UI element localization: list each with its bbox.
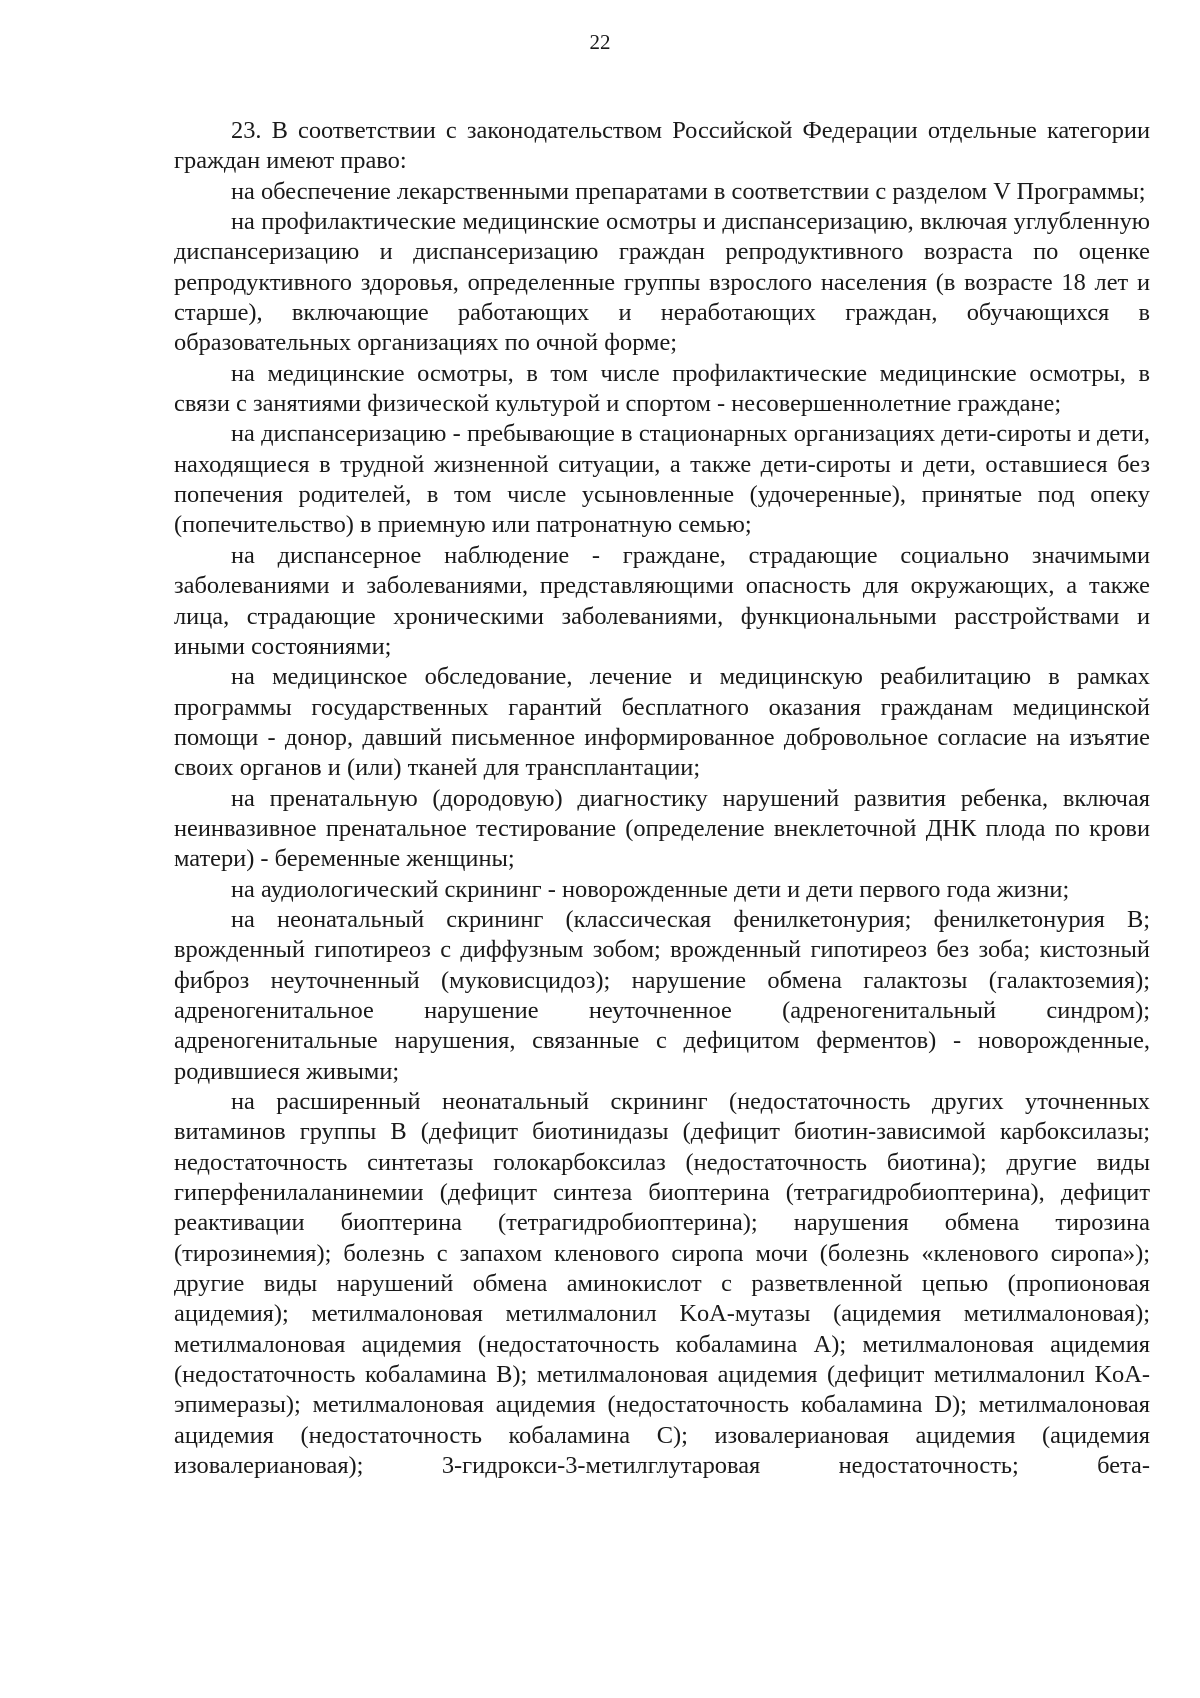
paragraph-dispensary-observation: на диспансерное наблюдение - граждане, страдающие социально значимыми заболеваниями и заболеваниями, представляющими опасность для окружающих, а также лица, страдающие хроническими заболеваниями, функциональными расстройствами и иными состояниями; bbox=[174, 541, 1150, 660]
document-body bbox=[174, 116, 1150, 1481]
paragraph-neonatal-screening: на неонатальный скрининг (классическая фенилкетонурия; фенилкетонурия B; врожденный гипотиреоз с диффузным зобом; врожденный гипотиреоз без зоба; кистозный фиброз неуточненный (муковисцидоз); нарушение обмена галактозы (галактоземия); адреногенитальное нарушение неуточненное (адреногенитальный синдром); адреногенитальные нарушения, связанные с дефицитом ферментов) - новорожденные, родившиеся живыми; bbox=[174, 905, 1150, 1085]
paragraph-sports-exams: на медицинские осмотры, в том числе профилактические медицинские осмотры, в связи с занятиями физической культурой и спортом - несовершеннолетние граждане; bbox=[174, 359, 1150, 418]
paragraph-prenatal-diagnostics: на пренатальную (дородовую) диагностику нарушений развития ребенка, включая неинвазивное пренатальное тестирование (определение внеклеточной ДНК плода по крови матери) - беременные женщины; bbox=[174, 784, 1150, 873]
paragraph-medications: на обеспечение лекарственными препаратами в соответствии с разделом V Программы; bbox=[231, 177, 1146, 205]
paragraph-orphans-screening: на диспансеризацию - пребывающие в стационарных организациях дети-сироты и дети, находящиеся в трудной жизненной ситуации, а также дети-сироты и дети, оставшиеся без попечения родителей, в том числе усыновленные (удочеренные), принятые под опеку (попечительство) в приемную или патронатную семью; bbox=[174, 420, 1150, 539]
paragraph-preventive-exams: на профилактические медицинские осмотры и диспансеризацию, включая углубленную диспансеризацию и диспансеризацию граждан репродуктивного возраста по оценке репродуктивного здоровья, определенные группы взрослого населения (в возрасте 18 лет и старше), включающие работающих и неработающих граждан, обучающихся в образовательных организациях по очной форме; bbox=[174, 208, 1150, 357]
paragraph-audiological-screening: на аудиологический скрининг - новорожденные дети и дети первого года жизни; bbox=[231, 875, 1070, 903]
paragraph-donor-care: на медицинское обследование, лечение и медицинскую реабилитацию в рамках программы государственных гарантий бесплатного оказания гражданам медицинской помощи - донор, давший письменное информированное добровольное согласие на изъятие своих органов и (или) тканей для трансплантации; bbox=[174, 663, 1150, 782]
paragraph-extended-neonatal-screening: на расширенный неонатальный скрининг (недостаточность других уточненных витаминов группы B (дефицит биотинидазы (дефицит биотин-зависимой карбоксилазы; недостаточность синтетазы голокарбоксилаз (недостаточность биотина); другие виды гиперфенилаланинемии (дефицит синтеза биоптерина (тетрагидробиоптерина), дефицит реактивации биоптерина (тетрагидробиоптерина); нарушения обмена тирозина (тирозинемия); болезнь с запахом кленового сиропа мочи (болезнь «кленового сиропа»); другие виды нарушений обмена аминокислот с разветвленной цепью (пропионовая ацидемия); метилмалоновая метилмалонил KoA-мутазы (ацидемия метилмалоновая); метилмалоновая ацидемия (недостаточность кобаламина A); метилмалоновая ацидемия (недостаточность кобаламина B); метилмалоновая ацидемия (дефицит метилмалонил KoA-эпимеразы); метилмалоновая ацидемия (недостаточность кобаламина D); метилмалоновая ацидемия (недостаточность кобаламина C); изовалериановая ацидемия (ацидемия изовалериановая); 3-гидрокси-3-метилглутаровая недостаточность; бета- bbox=[174, 1088, 1150, 1480]
paragraph-rights-intro: 23. В соответствии с законодательством Российской Федерации отдельные категории граждан имеют право: bbox=[174, 117, 1150, 175]
page-number: 22 bbox=[589, 30, 611, 54]
